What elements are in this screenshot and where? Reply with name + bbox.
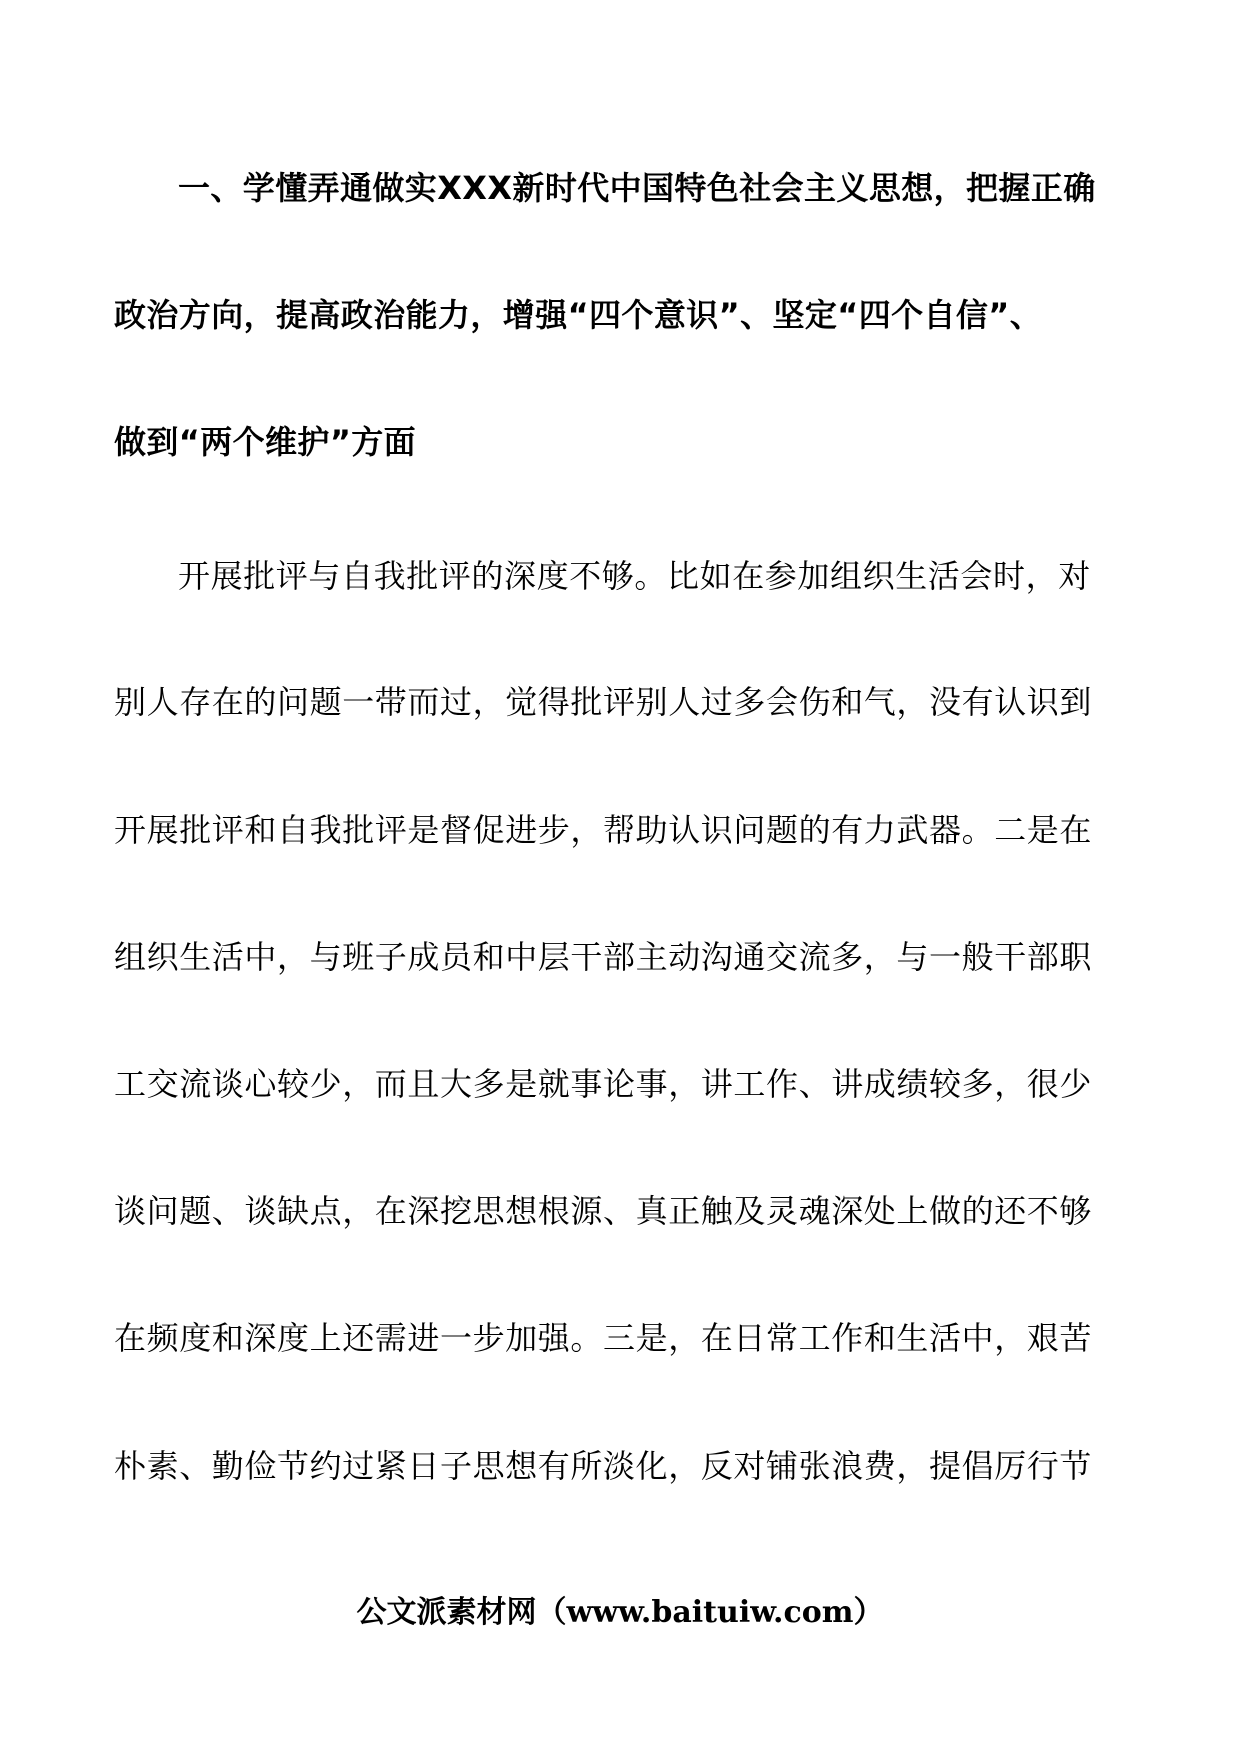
footer-watermark: 公文派素材网（www.baituiw.com） [356,1595,884,1630]
body-line-8: 朴素、勤俭节约过紧日子思想有所淡化，反对铺张浪费，提倡厉行节 [114,1447,1093,1485]
body-line-1: 开展批评与自我批评的深度不够。比如在参加组织生活会时，对 [178,557,1091,595]
body-line-3: 开展批评和自我批评是督促进步，帮助认识问题的有力武器。二是在 [114,811,1093,849]
body-line-4: 组织生活中，与班子成员和中层干部主动沟通交流多，与一般干部职 [114,938,1093,976]
section-heading-line-2: 政治方向，提高政治能力，增强“四个意识”、坚定“四个自信”、 [114,296,1043,334]
body-line-2: 别人存在的问题一带而过，觉得批评别人过多会伤和气，没有认识到 [114,683,1093,721]
body-line-6: 谈问题、谈缺点，在深挖思想根源、真正触及灵魂深处上做的还不够 [114,1192,1093,1230]
section-heading-line-3: 做到“两个维护”方面 [114,423,417,461]
body-line-5: 工交流谈心较少，而且大多是就事论事，讲工作、讲成绩较多，很少 [114,1065,1093,1103]
section-heading-line-1: 一、学懂弄通做实XXX新时代中国特色社会主义思想，把握正确 [178,169,1096,207]
body-line-7: 在频度和深度上还需进一步加强。三是，在日常工作和生活中，艰苦 [114,1319,1093,1357]
